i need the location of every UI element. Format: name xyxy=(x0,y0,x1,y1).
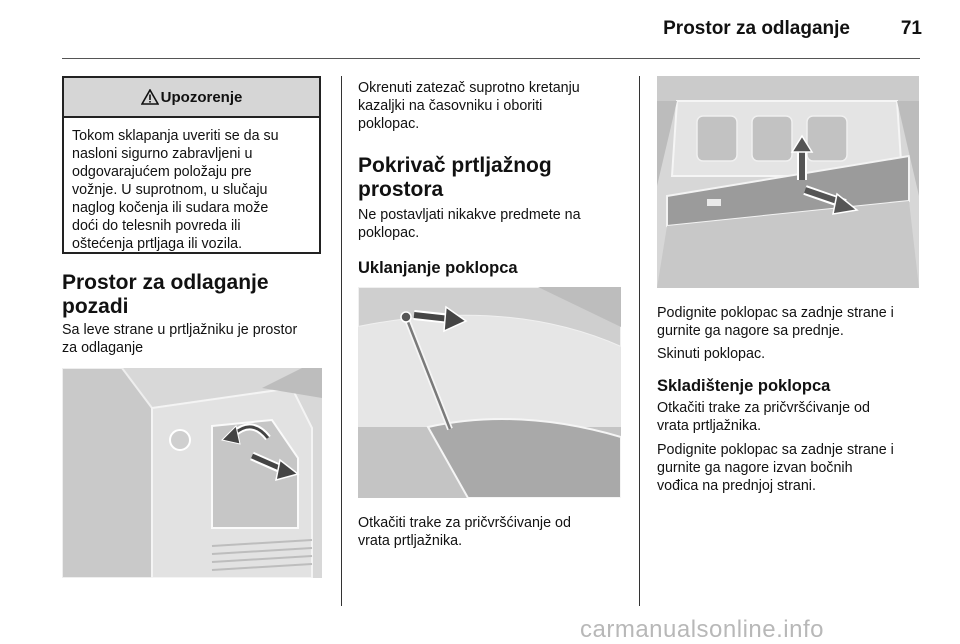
warning-line: oštećenja prtljaga ili vozila. xyxy=(72,236,243,252)
rear-storage-text xyxy=(62,321,337,357)
figure-side-storage xyxy=(62,368,322,578)
strap-caption xyxy=(358,514,633,550)
text-line: Okrenuti zatezač suprotno kretanju xyxy=(358,80,580,96)
figure-tailgate-strap xyxy=(358,287,621,498)
warning-line: odgovarajućem položaju pre xyxy=(72,164,252,180)
column-divider-left xyxy=(341,76,342,606)
footer-watermark: carmanualsonline.info xyxy=(580,616,824,643)
text-line: poklopac. xyxy=(358,116,420,132)
warning-box xyxy=(62,76,321,254)
warning-triangle-icon xyxy=(141,89,159,105)
warning-line: vožnje. U suprotnom, u slučaju xyxy=(72,182,268,198)
warning-header xyxy=(64,78,319,118)
heading-line: Prostor za odlaganje xyxy=(62,271,269,294)
warning-line: Tokom sklapanja uveriti se da su xyxy=(72,128,279,144)
text-line: vrata prtljažnika. xyxy=(358,533,463,549)
text-line: gurnite ga nagore sa prednje. xyxy=(657,323,844,339)
text-line: Podignite poklopac sa zadnje strane i xyxy=(657,442,894,458)
heading-line: Pokrivač prtljažnog xyxy=(358,154,552,177)
store-cover-text xyxy=(657,441,932,495)
warning-title: Upozorenje xyxy=(160,88,243,106)
warning-line: naglog kočenja ili sudara može xyxy=(72,200,269,216)
text-line: kazaljki na časovniku i oboriti xyxy=(358,98,543,114)
intro-text xyxy=(358,79,633,133)
section-heading-cargo-cover xyxy=(358,154,628,202)
page-number: 71 xyxy=(900,18,922,39)
text-line: vođica na prednjoj strani. xyxy=(657,478,816,494)
warning-line: doći do telesnih povreda ili xyxy=(72,218,241,234)
text-line: Ne postavljati nikakve predmete na xyxy=(358,207,581,223)
heading-line: pozadi xyxy=(62,295,129,318)
section-heading-rear-storage xyxy=(62,271,332,319)
text-line: za odlaganje xyxy=(62,340,144,356)
header-rule xyxy=(62,58,920,59)
warning-line: nasloni sigurno zabravljeni u xyxy=(72,146,253,162)
subheading-remove-cover: Uklanjanje poklopca xyxy=(358,259,518,277)
cargo-cover-note xyxy=(358,206,633,242)
text-line: poklopac. xyxy=(358,225,420,241)
warning-text xyxy=(64,118,319,253)
remove-cover-text: Skinuti poklopac. xyxy=(657,346,766,362)
text-line: vrata prtljažnika. xyxy=(657,418,762,434)
column-divider-right xyxy=(639,76,640,606)
text-line: Podignite poklopac sa zadnje strane i xyxy=(657,305,894,321)
text-line: Otkačiti trake za pričvršćivanje od xyxy=(657,400,870,416)
figure-cargo-cover xyxy=(657,76,919,288)
page-header-title: Prostor za odlaganje xyxy=(663,18,850,39)
heading-line: prostora xyxy=(358,178,444,201)
subheading-store-cover: Skladištenje poklopca xyxy=(657,377,831,395)
text-line: Sa leve strane u prtljažniku je prostor xyxy=(62,322,298,338)
text-line: gurnite ga nagore izvan bočnih xyxy=(657,460,853,476)
lift-cover-text xyxy=(657,304,932,340)
text-line: Otkačiti trake za pričvršćivanje od xyxy=(358,515,571,531)
store-strap-text xyxy=(657,399,932,435)
